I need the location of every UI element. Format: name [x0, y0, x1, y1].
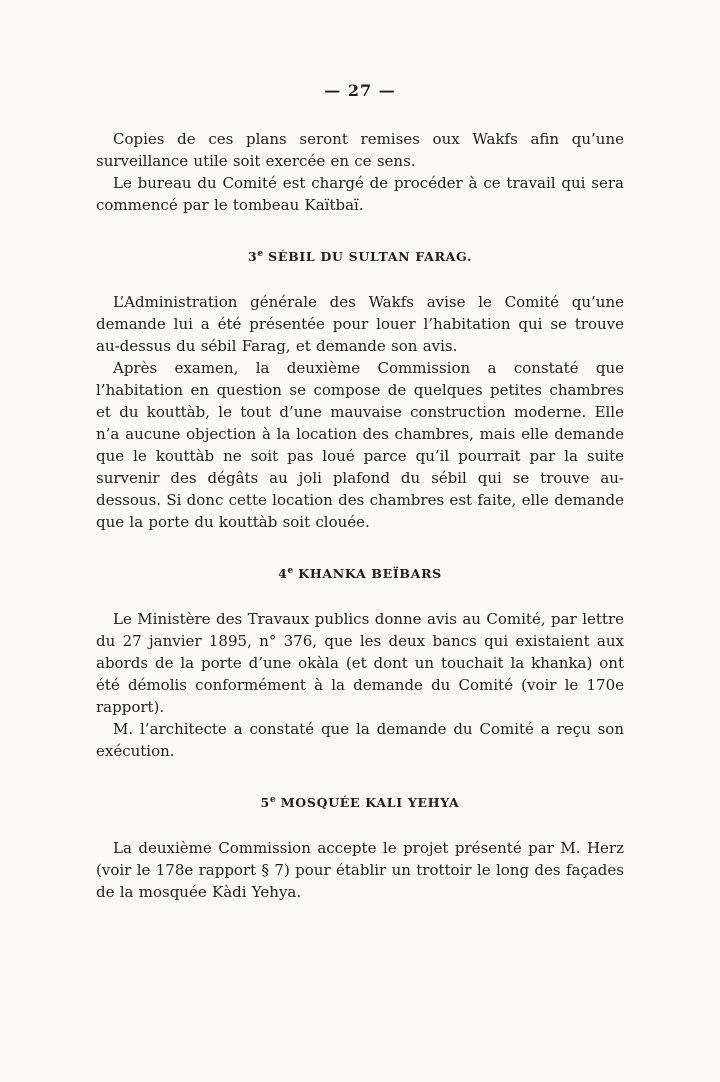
- paragraph: L’Administration générale des Wakfs avise le Comité qu’une demande lui a été présentée pour louer l’habitation qui se trouve au-dessus du sébil Farag, et demande son avis.: [96, 293, 624, 356]
- paragraph: M. l’architecte a constaté que la demande du Comité a reçu son exécution.: [96, 720, 624, 761]
- paragraph: Le Ministère des Travaux publics donne avis au Comité, par lettre du 27 janvier 1895, n° 376, que les deux bancs qui existaient aux abords de la porte d’une okàla (et dont un touchait la khanka) ont été démolis conformément à la demande du Comité (voir le 170e rapport).: [96, 610, 624, 717]
- paragraph: La deuxième Commission accepte le projet présenté par M. Herz (voir le 178e rapport § 7) pour établir un trottoir le long des façades de la mosquée Kàdi Yehya.: [96, 839, 624, 902]
- heading-number: 4: [278, 566, 288, 582]
- section-sebil-sultan-farag: [96, 291, 624, 533]
- section-mosquee-kali-yehya: [96, 837, 624, 903]
- heading-number: 3: [247, 249, 258, 265]
- section-heading-khanka: [96, 563, 624, 582]
- heading-title: KHANKA BEÏBARS: [298, 566, 442, 582]
- paragraph: Le bureau du Comité est chargé de procéder à ce travail qui sera commencé par le tombeau Kaïtbaï.: [96, 174, 624, 214]
- section-khanka-beibars: [96, 608, 624, 762]
- heading-ordinal: e: [287, 566, 294, 577]
- heading-title: MOSQUÉE KALI YEHYA: [280, 795, 460, 811]
- heading-ordinal: e: [269, 795, 276, 806]
- paragraph: Copies de ces plans seront remises oux Wakfs afin qu’une surveillance utile soit exercée en ce sens.: [96, 130, 624, 170]
- heading-number: 5: [260, 795, 270, 811]
- paragraph: Après examen, la deuxième Commission a constaté que l’habitation en question se compose de quelques petites chambres et du kouttàb, le tout d’une mauvaise construction moderne. Elle n’a aucune objection à la location des chambres, mais elle demande que le kouttàb ne soit pas loué parce qu’il pourrait par la suite survenir des dégâts au joli plafond du sébil qui se trouve au-dessous. Si donc cette location des chambres est faite, elle demande que la porte du kouttàb soit clouée.: [96, 359, 624, 532]
- heading-title: SÉBIL DU SULTAN FARAG.: [268, 249, 473, 265]
- section-intro: [96, 128, 624, 216]
- section-heading-mosquee: [96, 792, 624, 811]
- page-number: — 27 —: [324, 81, 396, 100]
- heading-ordinal: e: [257, 249, 264, 259]
- section-heading-sebil: [96, 246, 624, 265]
